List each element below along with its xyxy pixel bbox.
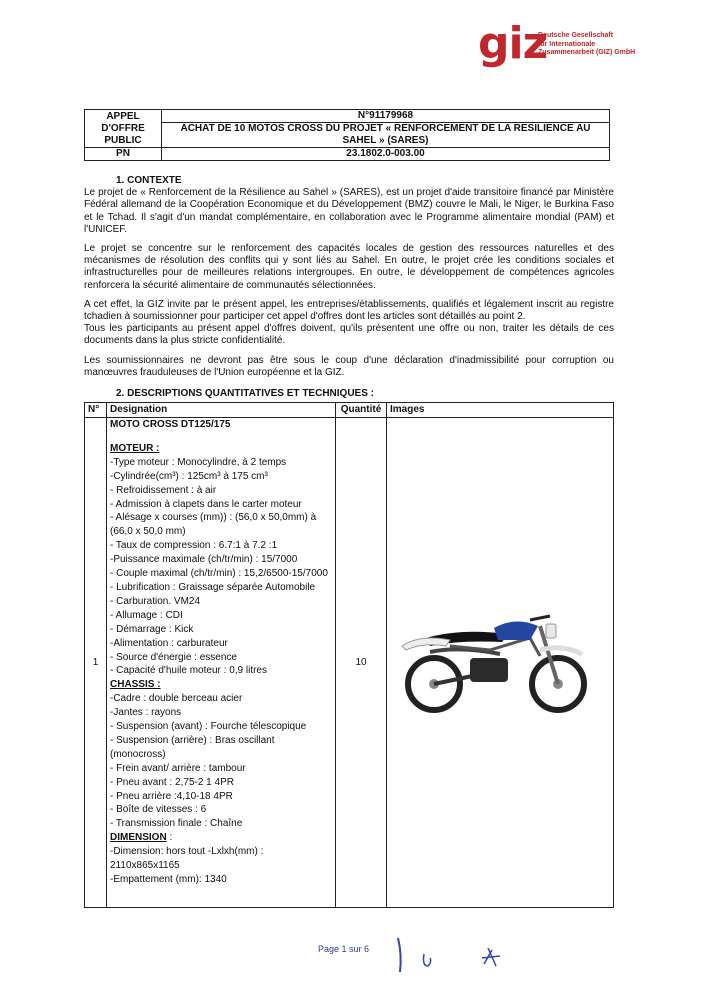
pn-label: PN bbox=[85, 148, 162, 161]
col-header-designation: Designation bbox=[107, 403, 336, 418]
spec-line: - Refroidissement : à air bbox=[110, 484, 217, 496]
dimension-heading-suffix: : bbox=[166, 832, 173, 844]
spec-line: - Suspension (arrière) : Bras oscillant (monocross) bbox=[110, 734, 275, 760]
spec-line: -Empattement (mm): 1340 bbox=[110, 874, 227, 885]
org-line-3: Zusammenarbeit (GIZ) GmbH bbox=[538, 49, 636, 56]
context-paragraph-4: Tous les participants au présent appel d'offres doivent, qu'ils présentent une offre ou non, traiter les détails de ces documents dans la plus stricte confidentialité. bbox=[84, 323, 614, 347]
motor-heading: MOTEUR : bbox=[110, 442, 160, 454]
col-header-images: Images bbox=[387, 403, 614, 418]
model-name: MOTO CROSS DT125/175 bbox=[110, 419, 231, 430]
tender-header-table bbox=[84, 109, 610, 161]
spec-line: - Admission à clapets dans le carter moteur bbox=[110, 498, 302, 510]
col-header-quantity: Quantité bbox=[336, 403, 387, 418]
pn-value: 23.1802.0-003.00 bbox=[162, 148, 610, 161]
giz-logo-mark: giz bbox=[478, 18, 548, 69]
spec-table bbox=[84, 402, 614, 908]
tender-type-label: APPEL D'OFFRE PUBLIC bbox=[85, 110, 162, 148]
spec-line: - Source d'énergie : essence bbox=[110, 651, 237, 663]
context-paragraph-5: Les soumissionnaires ne devront pas être sous le coup d'une déclaration d'inadmissibilité pour corruption ou manœuvres frauduleuses de l'Union européenne et la GIZ. bbox=[84, 354, 614, 378]
spec-line: - Couple maximal (ch/tr/min) : 15,2/6500-15/7000 bbox=[110, 568, 328, 580]
spec-line: - Pneu arrière :4,10-18 4PR bbox=[110, 790, 233, 802]
section-descriptions bbox=[84, 388, 614, 400]
org-line-2: für Internationale bbox=[538, 40, 596, 48]
spec-line: - Frein avant/ arrière : tambour bbox=[110, 762, 246, 774]
org-line-1: Deutsche Gesellschaft bbox=[538, 32, 614, 39]
row-quantity: 10 bbox=[336, 418, 387, 908]
spec-line: - Allumage : CDI bbox=[110, 609, 183, 621]
chassis-heading: CHASSIS : bbox=[110, 679, 161, 691]
row-designation bbox=[107, 418, 336, 908]
spec-line: - Pneu avant : 2,75-2 1 4PR bbox=[110, 776, 234, 788]
handwritten-initials bbox=[392, 936, 512, 976]
context-paragraph-1: Le projet de « Renforcement de la Résilience au Sahel » (SARES), est un projet d'aide transitoire financé par Ministère Fédéral allemand de la Coopération Economique et du Développement (BMZ) couvre le Mali, le Niger, le Burkina Faso et le Tchad. Il s'agit d'un mandat complémentaire, en collaboration avec le Programme alimentaire mondial (PAM) et l'UNICEF. bbox=[84, 187, 614, 235]
spec-line: -Cadre : double berceau acier bbox=[110, 693, 243, 705]
context-paragraph-2: Le projet se concentre sur le renforcement des capacités locales de gestion des ressources naturelles et des mécanismes de résolution des conflits qui y sont liés au Sahel. En outre, le projet crée les conditions sociales et infrastructurelles pour de meilleures relations intergroupes. En outre, le développement de compétences agricoles renforcera la sécurité alimentaire de communautés sélectionnées. bbox=[84, 243, 614, 291]
section-context bbox=[84, 175, 614, 379]
row-image-cell bbox=[387, 418, 614, 908]
spec-line: - Suspension (avant) : Fourche télescopique bbox=[110, 721, 307, 733]
spec-line: - Taux de compression : 6.7:1 à 7.2 :1 bbox=[110, 540, 278, 552]
motorcycle-image bbox=[390, 606, 600, 716]
spec-line: - Alésage x courses (mm)) : (56,0 x 50,0mm) à (66,0 x 50,0 mm) bbox=[110, 512, 317, 538]
page-number: Page 1 sur 6 bbox=[318, 944, 370, 954]
spec-line: - Carburation. VM24 bbox=[110, 595, 201, 607]
dimension-heading: DIMENSION bbox=[110, 832, 167, 844]
spec-line: -Type moteur : Monocylindre, à 2 temps bbox=[110, 456, 287, 468]
spec-table-header bbox=[85, 403, 614, 418]
section-1-title: 1. CONTEXTE bbox=[116, 175, 182, 186]
table-row bbox=[85, 418, 614, 908]
dimension-heading-line bbox=[110, 831, 332, 845]
spec-line: - Lubrification : Graissage séparée Automobile bbox=[110, 581, 316, 593]
spec-line: - Boîte de vitesses : 6 bbox=[110, 804, 207, 816]
spec-line: -Jantes : rayons bbox=[110, 707, 182, 719]
spec-line: - Transmission finale : Chaîne bbox=[110, 818, 243, 830]
spec-line: -Cylindrée(cm³) : 125cm³ à 175 cm³ bbox=[110, 470, 268, 482]
spec-line: - Capacité d'huile moteur : 0,9 litres bbox=[110, 665, 267, 677]
giz-logo bbox=[478, 18, 648, 72]
col-header-number: N° bbox=[85, 403, 107, 418]
spec-line: -Alimentation : carburateur bbox=[110, 637, 228, 649]
row-number: 1 bbox=[85, 418, 107, 908]
spec-line: -Dimension: hors tout -Lxlxh(mm) : 2110x865x1165 bbox=[110, 846, 264, 872]
spec-line: - Démarrage : Kick bbox=[110, 623, 194, 635]
tender-title: ACHAT DE 10 MOTOS CROSS DU PROJET « RENFORCEMENT DE LA RESILIENCE AU SAHEL » (SARES) bbox=[162, 123, 610, 148]
section-2-title: 2. DESCRIPTIONS QUANTITATIVES ET TECHNIQUES : bbox=[116, 388, 374, 399]
spec-line: -Puissance maximale (ch/tr/min) : 15/7000 bbox=[110, 554, 298, 566]
tender-number: N°91179968 bbox=[162, 110, 610, 123]
context-paragraph-3: A cet effet, la GIZ invite par le présent appel, les entreprises/établissements, qualifiés et légalement inscrit au registre tchadien à soumissionner pour participer cet appel d'offres dont les articles sont détaillés au point 2. bbox=[84, 298, 614, 323]
giz-organization-name bbox=[538, 32, 635, 58]
